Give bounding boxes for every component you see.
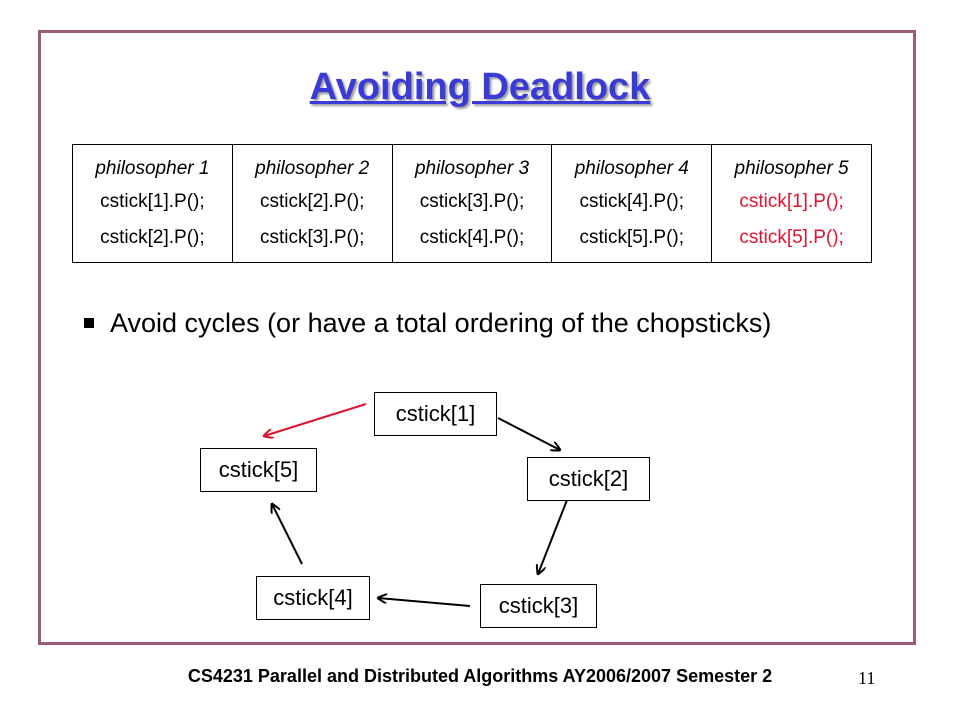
arrow-cstick1-to-cstick5 [264,404,366,436]
arrow-cstick4-to-cstick5 [272,504,302,564]
slide-footer: CS4231 Parallel and Distributed Algorithms AY2006/2007 Semester 2 [187,666,773,686]
philosopher-op: cstick[5].P(); [579,227,685,248]
philosopher-op: cstick[1].P(); [100,191,205,212]
philosopher-name: philosopher 4 [574,158,689,179]
bullet-text: Avoid cycles (or have a total ordering of the chopsticks) [110,308,772,338]
arrow-cstick3-to-cstick4 [378,598,470,606]
arrow-cstick1-to-cstick2 [498,418,560,450]
chopstick-node-5: cstick[5] [200,448,317,492]
philosopher-name: philosopher 2 [255,158,370,179]
philosopher-op: cstick[3].P(); [419,191,525,212]
chopstick-node-3: cstick[3] [480,584,597,628]
philosopher-op: cstick[4].P(); [419,227,525,248]
philosopher-name: philosopher 3 [414,158,530,179]
philosopher-op: cstick[2].P(); [100,227,205,248]
philosopher-op-highlighted: cstick[1].P(); [739,191,844,212]
philosopher-name: philosopher 1 [95,158,210,179]
philosopher-op: cstick[3].P(); [259,227,365,248]
chopstick-node-4: cstick[4] [256,576,370,620]
page-number: 11 [858,668,876,688]
slide-title: Avoiding Deadlock [309,66,651,108]
chopstick-node-1: cstick[1] [374,392,497,436]
philosopher-op: cstick[2].P(); [259,191,365,212]
philosopher-op-highlighted: cstick[5].P(); [739,227,844,248]
philosopher-name: philosopher 5 [734,158,849,179]
philosopher-op: cstick[4].P(); [579,191,685,212]
chopstick-node-2: cstick[2] [527,457,650,501]
arrow-cstick2-to-cstick3 [538,500,567,574]
